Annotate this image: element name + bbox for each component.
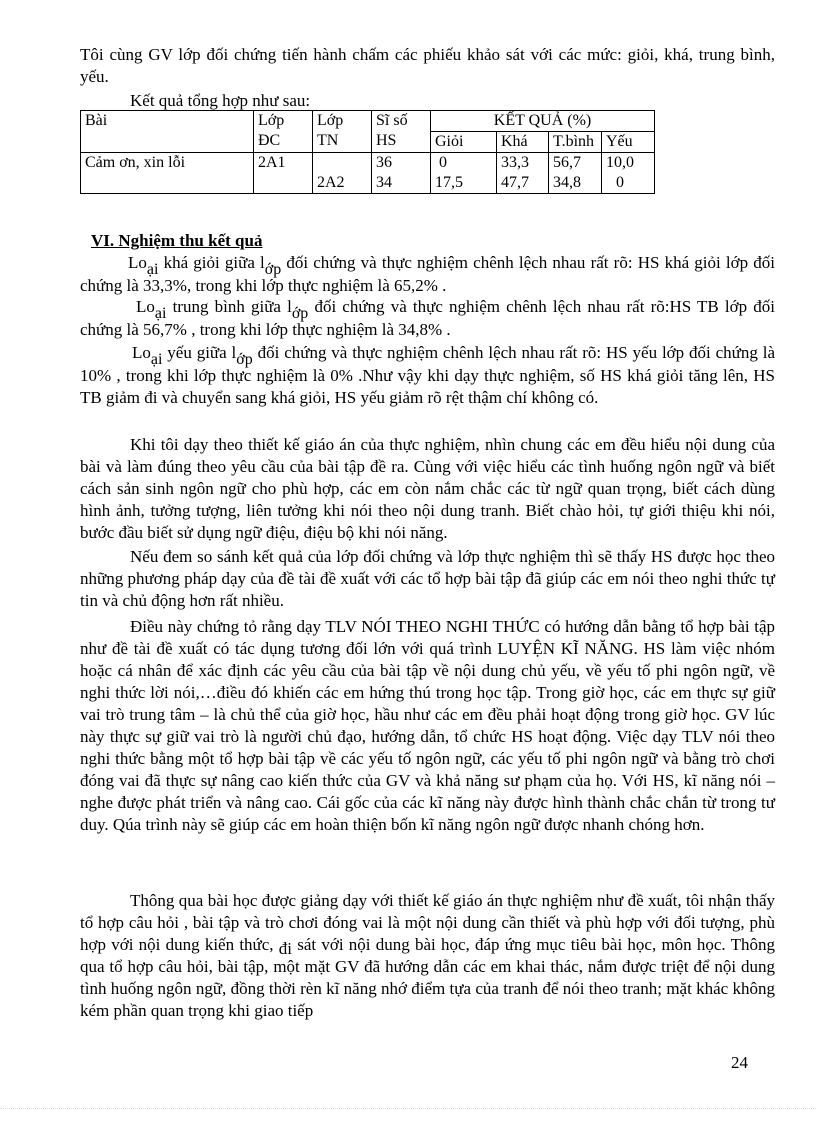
- cell-kha: 33,3 47,7: [497, 153, 549, 193]
- header-gioi: Giỏi: [431, 132, 497, 152]
- header-tbinh: T.bình: [549, 132, 602, 152]
- page-border-line: [0, 1108, 816, 1109]
- cell-lop-dc: 2A1: [254, 153, 313, 194]
- header-ketqua: KẾT QUẢ (%) Giỏi Khá T.bình Yếu: [431, 111, 655, 153]
- cell-ketqua: [431, 153, 655, 194]
- cell-gioi: 0 17,5: [431, 153, 497, 193]
- paragraph-3: Loại yếu giữa lớp đối chứng và thực nghiệm chênh lệch nhau rất rõ: HS yếu lớp đối chứng là 10% , trong khi lớp thực nghiệm là 0% .Như vậy khi dạy thực nghiệm, số HS khá giỏi tăng lên, HS TB giảm đi và chuyển sang khá giỏi, HS yếu giảm rõ rệt thậm chí không có.: [80, 343, 775, 407]
- header-lop-tn: Lớp TN: [313, 111, 372, 153]
- section-heading: VI. Nghiệm thu kết quả: [91, 231, 263, 250]
- table-row: [81, 111, 655, 153]
- intro-paragraph: Tôi cùng GV lớp đối chứng tiến hành chấm các phiếu khảo sát với các mức: giỏi, khá, trung bình, yếu.: [80, 45, 775, 86]
- cell-lop-tn: 2A2: [313, 153, 372, 194]
- table-row: [81, 153, 655, 194]
- header-kha: Khá: [497, 132, 549, 152]
- result-label: Kết quả tổng hợp như sau:: [130, 91, 311, 110]
- cell-bai: Cảm ơn, xin lỗi: [81, 153, 254, 194]
- paragraph-5: Nếu đem so sánh kết quả của lớp đối chứng và lớp thực nghiệm thì sẽ thấy HS được học theo những phương pháp dạy của đề tài đề xuất với các tổ hợp bài tập đã giúp các em nói theo nghi thức tự tin và chủ động hơn rất nhiều.: [80, 547, 775, 610]
- header-lop-dc: Lớp ĐC: [254, 111, 313, 153]
- results-table: [80, 110, 655, 194]
- page-number: 24: [731, 1053, 748, 1072]
- paragraph-4: Khi tôi dạy theo thiết kế giáo án của thực nghiệm, nhìn chung các em đều hiểu nội dung của bài và làm đúng theo yêu cầu của bài tập đề ra. Cùng với việc hiểu các tình huống ngôn ngữ và biết cách sản sinh ngôn ngữ cho phù hợp, các em còn nắm chắc các từ ngữ quan trọng, biết cách dùng hình ảnh, tưởng tượng, liên tưởng khi nói theo nội dung tranh. Biết chào hỏi, tự giới thiệu khi nói, bước đầu biết sử dụng ngữ điệu, điệu bộ khi nói năng.: [80, 435, 775, 542]
- header-siso: Sĩ số HS: [372, 111, 431, 153]
- cell-tbinh: 56,7 34,8: [549, 153, 602, 193]
- header-bai: Bài: [81, 111, 254, 153]
- paragraph-7: Thông qua bài học được giảng dạy với thiết kế giáo án thực nghiệm như đề xuất, tôi nhận thấy tổ hợp câu hỏi , bài tập và trò chơi đóng vai là một nội dung cần thiết và phù hợp với đối tượng, phù hợp với nội dung kiến thức, đi sát với nội dung bài học, đáp ứng mục tiêu bài học, môn học. Thông qua tổ hợp câu hỏi, bài tập, một mặt GV đã hướng dẫn các em khai thác, nắm được triệt để nội dung tình huống ngôn ngữ, đồng thời rèn kĩ năng nhớ điểm tựa của tranh để nói theo tranh; mặt khác không kém phần quan trọng khi giao tiếp: [80, 891, 775, 1020]
- header-yeu: Yếu: [606, 133, 633, 150]
- paragraph-2: Loại trung bình giữa lớp đối chứng và thực nghiệm chênh lệch nhau rất rõ:HS TB lớp đối chứng là 56,7% , trong khi lớp thực nghiệm là 34,8% .: [80, 297, 775, 339]
- cell-siso: 36 34: [372, 153, 431, 194]
- cell-yeu: 10,0 0: [606, 154, 634, 191]
- paragraph-6: Điều này chứng tỏ rằng dạy TLV NÓI THEO NGHI THỨC có hướng dẫn bằng tổ hợp bài tập như đề tài đề xuất có tác dụng tương đối lớn với quá trình LUYỆN KĨ NĂNG. HS làm việc nhóm hoặc cá nhân để xác định các yêu cầu của bài tập về nội dung chủ yếu, về yếu tố phi ngôn ngữ, về nghi thức lời nói,…điều đó khiến các em hứng thú trong học tập. Trong giờ học, các em thực sự giữ vai trò trung tâm – là chủ thể của giờ học, hầu như các em đều phải hoạt động trong giờ học. GV lúc này thực sự giữ vai trò là người chủ đạo, hướng dẫn, tổ chức HS hoạt động. Việc dạy TLV nói theo nghi thức bằng một tổ hợp bài tập về các yếu tố ngôn ngữ, các yếu tố phi ngôn ngữ và bằng trò chơi đóng vai đã thực sự nâng cao kiến thức của GV và khả năng sư phạm của họ. Với HS, kĩ năng nói – nghe được phát triển và nâng cao. Cái gốc của các kĩ năng này được hình thành chắc chắn từ trong tư duy. Qúa trình này sẽ giúp các em hoàn thiện bốn kĩ năng ngôn ngữ được nhanh chóng hơn.: [80, 617, 775, 834]
- paragraph-1: Loại khá giỏi giữa lớp đối chứng và thực nghiệm chênh lệch nhau rất rõ: HS khá giỏi lớp đối chứng là 33,3%, trong khi lớp thực nghiệm là 65,2% .: [80, 253, 775, 295]
